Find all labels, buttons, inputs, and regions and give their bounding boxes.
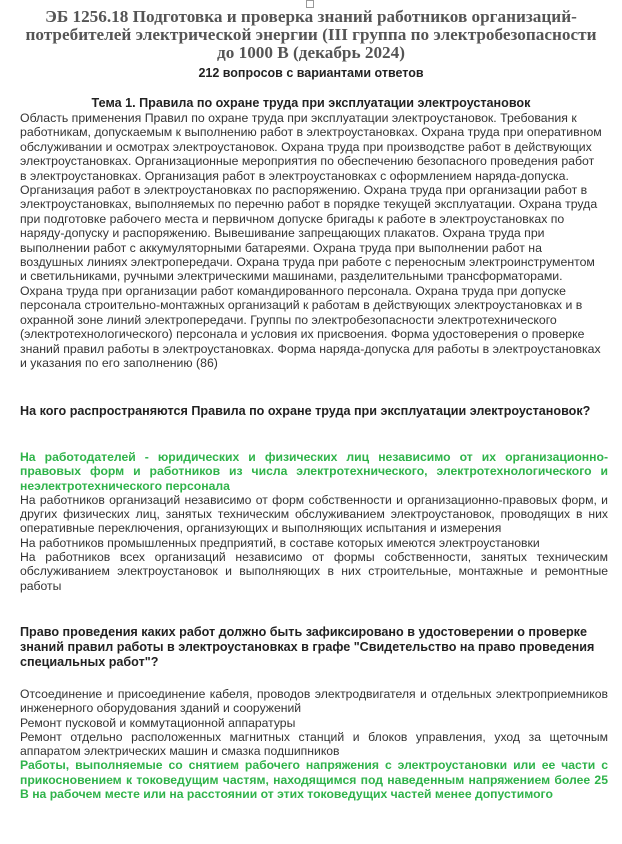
document-title: ЭБ 1256.18 Подготовка и проверка знаний работников организаций-потребителей электрической энергии (III группа по электробезопасности до 1000 В (декабрь 2024) [25, 7, 597, 62]
answer-1-1: На работодателей - юридических и физических лиц независимо от их организационно-правовых форм и работников из числа электротехнического, электротехнологического и неэлектротехнического персонала [20, 450, 608, 493]
answer-1-3: На работников промышленных предприятий, в составе которых имеются электроустановки [20, 535, 540, 550]
answer-1-2: На работников организаций независимо от форм собственности и организационно-правовых форм, и других физических лиц, занятых техническим обслуживанием электроустановок, проводящих в них оперативные переключения, организующих и выполняющих испытания и измерения [20, 492, 608, 536]
answer-2-4: Работы, выполняемые со снятием рабочего напряжения с электроустановки или ее части с прикосновением к токоведущим частям, находящимся под наведенным напряжением более 25 В на рабочем месте или на расстоянии от этих токоведущих частей менее допустимого [20, 758, 608, 802]
document-subtitle: 212 вопросов с вариантами ответов [198, 66, 424, 80]
answer-2-3: Ремонт отдельно расположенных магнитных станций и блоков управления, уход за щеточным аппаратом электрических машин и смазка подшипников [20, 729, 608, 759]
answer-2-2: Ремонт пусковой и коммутационной аппаратуры [20, 715, 296, 730]
answer-list-1 [20, 450, 608, 593]
answer-1-4: На работников всех организаций независимо от формы собственности, занятых техническим обслуживанием электроустановок и выполняющих в них строительные, монтажные и ремонтные работы [20, 550, 608, 593]
answer-2-1: Отсоединение и присоединение кабеля, проводов электродвигателя и отдельных электроприемников инженерного оборудования зданий и сооружений [20, 687, 608, 716]
question-1: На кого распространяются Правила по охране труда при эксплуатации электроустановок? [20, 404, 591, 418]
answer-list-2 [20, 687, 608, 801]
section-description: Область применения Правил по охране труда при эксплуатации электроустановок. Требования к работникам, допускаемым к выполнению работ в электроустановках. Охрана труда при оперативном обслуживании и осмотрах электроустановок. Охрана труда при производстве работ в действующих электроустановках. Организационные мероприятия по обеспечению безопасного проведения работ в электроустановках. Организация работ в электроустановках с оформлением наряда-допуска. Организация работ в электроустановках по распоряжению. Охрана труда при организации работ в электроустановках, выполняемых по перечню работ в порядке текущей эксплуатации. Охрана труда при подготовке рабочего места и первичном допуске бригады к работе в электроустановках по наряду-допуску и распоряжению. Вывешивание запрещающих плакатов. Охрана труда при выполнении работ с аккумуляторными батареями. Охрана труда при выполнении работ на воздушных линиях электропередачи. Охрана труда при работе с переносным электроинструментом и светильниками, ручными электрическими машинами, разделительными трансформаторами. Охрана труда при организации работ командированного персонала. Охрана труда при допуске персонала строительно-монтажных организаций к работам в действующих электроустановках и в охранной зоне линий электропередачи. Группы по электробезопасности электротехнического (электротехнологического) персонала и условия их присвоения. Форма удостоверения о проверке знаний правил работы в электроустановках. Форма наряда-допуска для работы в электроустановках и указания по его заполнению (86) [20, 111, 602, 370]
section-heading: Тема 1. Правила по охране труда при эксплуатации электроустановок [91, 96, 531, 110]
question-2: Право проведения каких работ должно быть зафиксировано в удостоверении о проверке знаний правил работы в электроустановках в графе "Свидетельство на право проведения специальных работ"? [20, 625, 595, 669]
